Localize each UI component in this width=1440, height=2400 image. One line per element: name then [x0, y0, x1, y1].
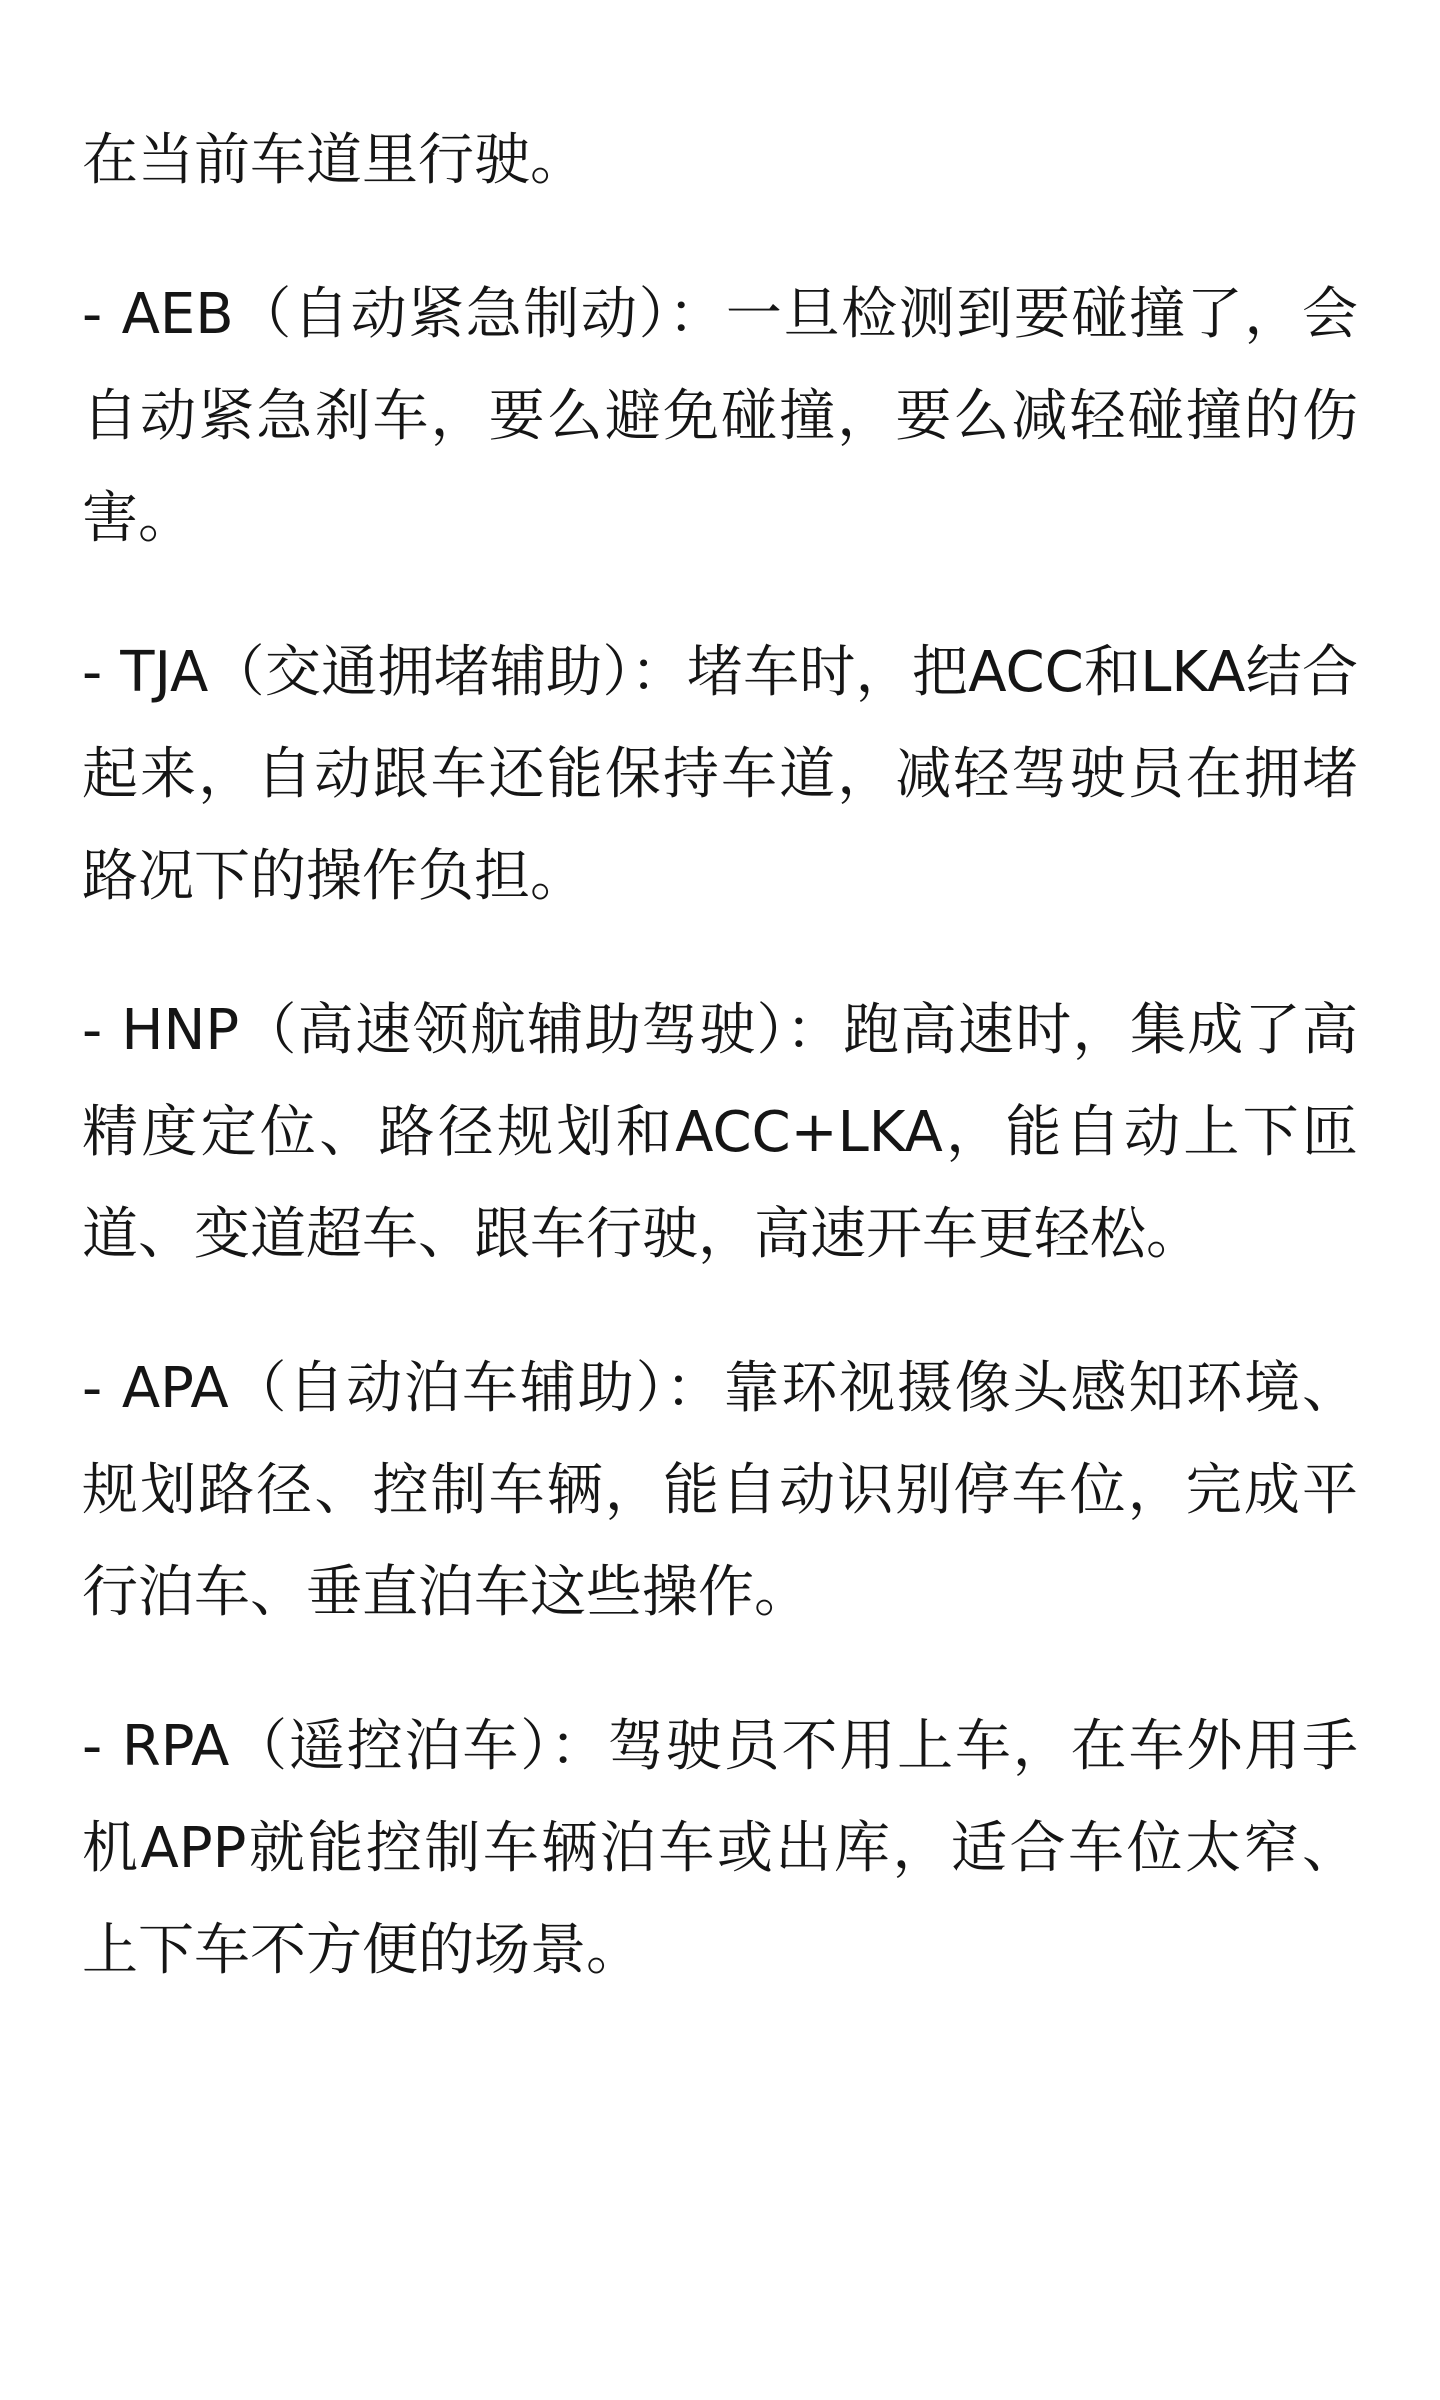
paragraph-rpa: - RPA（遥控泊车）：驾驶员不用上车，在车外用手机APP就能控制车辆泊车或出库，适合车位太窄、上下车不方便的场景。	[82, 1714, 1358, 1983]
paragraph-apa: - APA（自动泊车辅助）：靠环视摄像头感知环境、规划路径、控制车辆，能自动识别停车位，完成平行泊车、垂直泊车这些操作。	[82, 1356, 1358, 1625]
paragraph-tja: - TJA（交通拥堵辅助）：堵车时，把ACC和LKA结合起来，自动跟车还能保持车道，减轻驾驶员在拥堵路况下的操作负担。	[82, 640, 1358, 909]
paragraph-intro: 在当前车道里行驶。	[82, 128, 586, 193]
paragraph-aeb: - AEB（自动紧急制动）：一旦检测到要碰撞了，会自动紧急刹车，要么避免碰撞，要么减轻碰撞的伤害。	[82, 282, 1358, 551]
paragraph-hnp: - HNP（高速领航辅助驾驶）：跑高速时，集成了高精度定位、路径规划和ACC+LKA，能自动上下匝道、变道超车、跟车行驶，高速开车更轻松。	[82, 998, 1358, 1267]
